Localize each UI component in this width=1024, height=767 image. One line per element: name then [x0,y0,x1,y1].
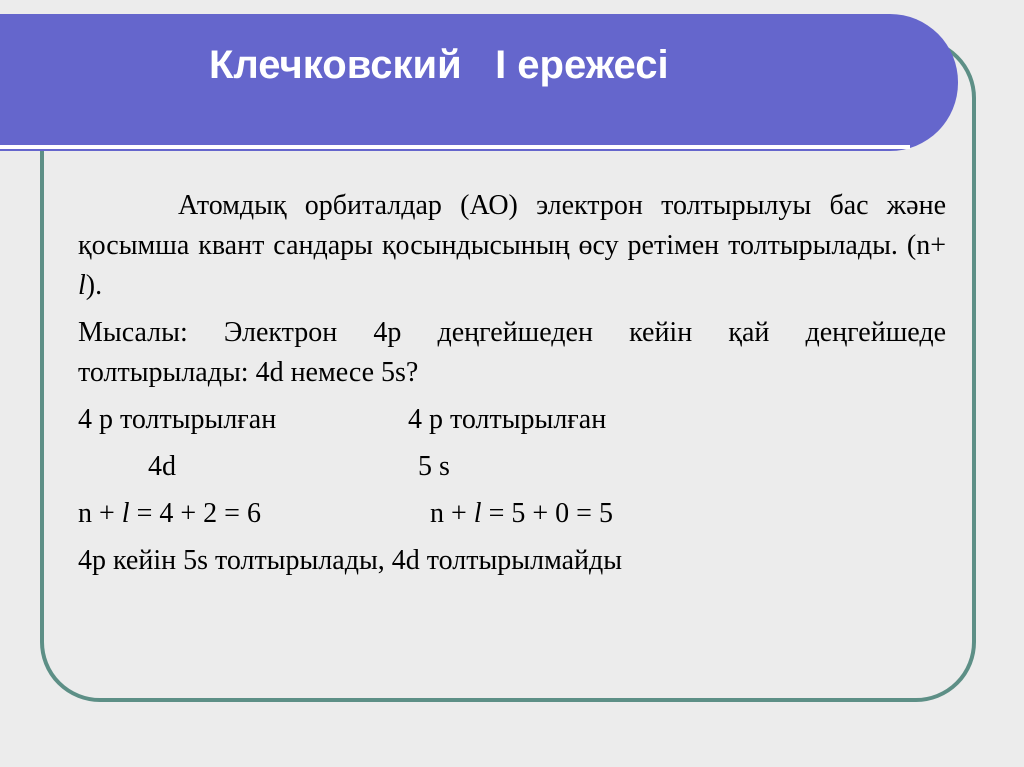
filled-row [78,400,946,440]
rule-variable: l [78,270,86,301]
calc-left-prefix: n + [78,498,122,529]
conclusion: 4р кейін 5s толтырылады, 4d толтырылмайды [78,545,623,576]
orbital-5s: 5 s [418,451,450,482]
filled-left: 4 р толтырылған [78,404,277,435]
calc-left [78,494,261,534]
calc-row [78,494,946,534]
title-banner [0,14,958,151]
rule-end: ). [85,270,103,301]
calc-right-prefix: n + [430,498,474,529]
calc-left-suffix: = 4 + 2 = 6 [129,498,261,529]
filled-right: 4 р толтырылған [408,404,607,435]
rule-text: Атомдық орбиталдар (АО) электрон толтырылуы бас және қосымша квант сандары қосындысының өсу ретімен толтырылады. (n+ [78,190,946,261]
calc-right-var: l [473,498,482,529]
calc-right-suffix: = 5 + 0 = 5 [481,498,613,529]
orbital-4d: 4d [148,451,176,482]
orbitals-row [78,447,946,487]
example-question: Мысалы: Электрон 4р деңгейшеден кейін қай деңгейшеде толтырылады: 4d немесе 5s? [78,317,946,388]
slide-title: Клечковский I ережесі [209,43,669,87]
calc-right [430,494,613,534]
calc-left-var: l [121,498,130,529]
rule-paragraph [78,186,946,306]
banner-underline [0,145,910,149]
slide-body [78,186,946,581]
